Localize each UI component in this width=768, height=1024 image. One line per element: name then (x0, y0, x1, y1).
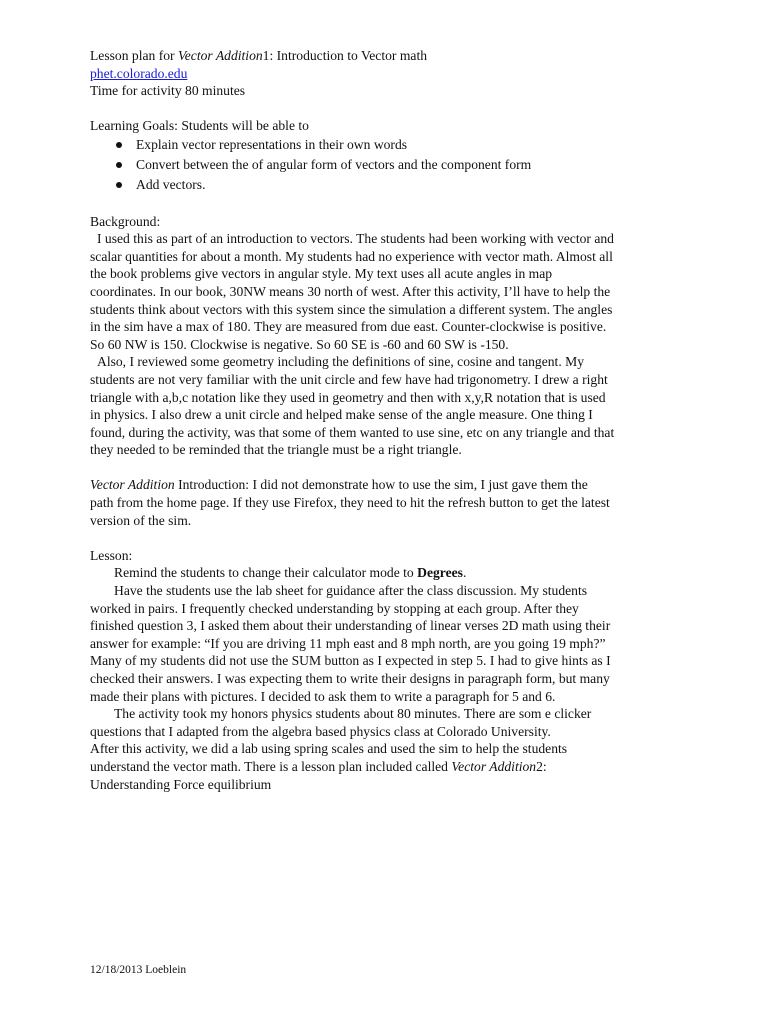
phet-link[interactable]: phet.colorado.edu (90, 65, 188, 81)
background-paragraph-1 (90, 230, 680, 353)
lesson-paragraph-2 (90, 705, 680, 793)
intro-first-line: Introduction: I did not demonstrate how to use the sim, I just gave them the (174, 477, 588, 493)
text-line: made their plans with pictures. I decided to ask them to write a paragraph for 5 and 6. (90, 688, 556, 704)
activity-time: Time for activity 80 minutes (90, 83, 246, 99)
text-line (90, 476, 680, 494)
text-line: I used this as part of an introduction to vectors. The students had been working with vector and (97, 231, 614, 247)
title-prefix: Lesson plan for (90, 48, 178, 63)
remind-period: . (462, 565, 467, 581)
remind-text: Remind the students to change their calculator mode to (114, 565, 418, 581)
lesson-paragraph-1 (90, 582, 680, 705)
degrees-emphasis: Degrees (417, 565, 463, 581)
lesson-heading: Lesson: (90, 547, 133, 563)
text-line: The activity took my honors physics students about 80 minutes. There are som e clicker (114, 706, 592, 722)
text-line: worked in pairs. I frequently checked understanding by stopping at each group. After they (90, 600, 579, 616)
text-line: in the sim have a max of 180. They are measured from due east. Counter-clockwise is positive. (90, 319, 607, 335)
text-line: Many of my students did not use the SUM button as I expected in step 5. I had to give hints as I (90, 653, 611, 669)
title-suffix: 1: Introduction to Vector math (262, 48, 428, 63)
background-heading: Background: (90, 213, 161, 229)
document-body (90, 47, 680, 793)
goals-list (90, 135, 680, 195)
intro-sim-name: Vector Addition (90, 477, 175, 493)
last-line-suffix: 2: (536, 758, 547, 774)
remind-line (90, 564, 680, 582)
text-line: So 60 NW is 150. Clockwise is negative. So 60 SE is -60 and 60 SW is -150. (90, 336, 509, 352)
text-line: Understanding Force equilibrium (90, 776, 272, 792)
page-footer: 12/18/2013 Loeblein (90, 964, 187, 976)
text-line: they needed to be reminded that the triangle must be a right triangle. (90, 442, 462, 458)
text-line: coordinates. In our book, 30NW means 30 north of west. After this activity, I’ll have to help the (90, 283, 611, 299)
text-line: path from the home page. If they use Firefox, they need to hit the refresh button to get the latest (90, 495, 610, 511)
text-line: scalar quantities for about a month. My students had no experience with vector math. Almost all (90, 248, 613, 264)
text-line (90, 758, 680, 776)
text-line: finished question 3, I asked them about their understanding of linear verses 2D math using their (90, 618, 611, 634)
text-line: After this activity, we did a lab using spring scales and used the sim to help the students (90, 741, 568, 757)
goal-item: Explain vector representations in their own words (90, 135, 680, 155)
last-sim-name: Vector Addition (451, 758, 537, 774)
text-line: Also, I reviewed some geometry including the definitions of sine, cosine and tangent. My (97, 354, 584, 370)
text-line: checked their answers. I was expecting them to write their designs in paragraph form, but many (90, 671, 610, 686)
text-line: students think about vectors with this system since the simulation a different system. The angles (90, 301, 613, 317)
goal-item: Convert between the of angular form of vectors and the component form (90, 155, 680, 175)
text-line: Have the students use the lab sheet for guidance after the class discussion. My students (114, 583, 588, 599)
background-paragraph-2 (90, 353, 680, 459)
text-line: triangle with a,b,c notation like they used in geometry and then with x,y,R notation that is used (90, 389, 606, 405)
title-sim-name: Vector Addition (177, 48, 263, 63)
last-line-text: understand the vector math. There is a lesson plan included called (90, 758, 452, 774)
text-line: answer for example: “If you are driving 11 mph east and 8 mph north, are you going 19 mph?” (90, 635, 606, 651)
text-line: in physics. I also drew a unit circle and helped make sense of the angle measure. One thing I (90, 407, 593, 423)
goal-item: Add vectors. (90, 175, 680, 195)
intro-paragraph (90, 476, 680, 529)
text-line: questions that I adapted from the algebra based physics class at Colorado University. (90, 723, 551, 739)
text-line: version of the sim. (90, 512, 192, 528)
text-line: the book problems give vectors in angular style. My text uses all acute angles in map (90, 266, 553, 282)
text-line: students are not very familiar with the unit circle and few have had trigonometry. I drew a right (90, 371, 608, 387)
text-line: found, during the activity, was that some of them wanted to use sine, etc on any triangle and that (90, 424, 615, 440)
goals-heading: Learning Goals: Students will be able to (90, 118, 309, 134)
page-title (90, 47, 680, 65)
